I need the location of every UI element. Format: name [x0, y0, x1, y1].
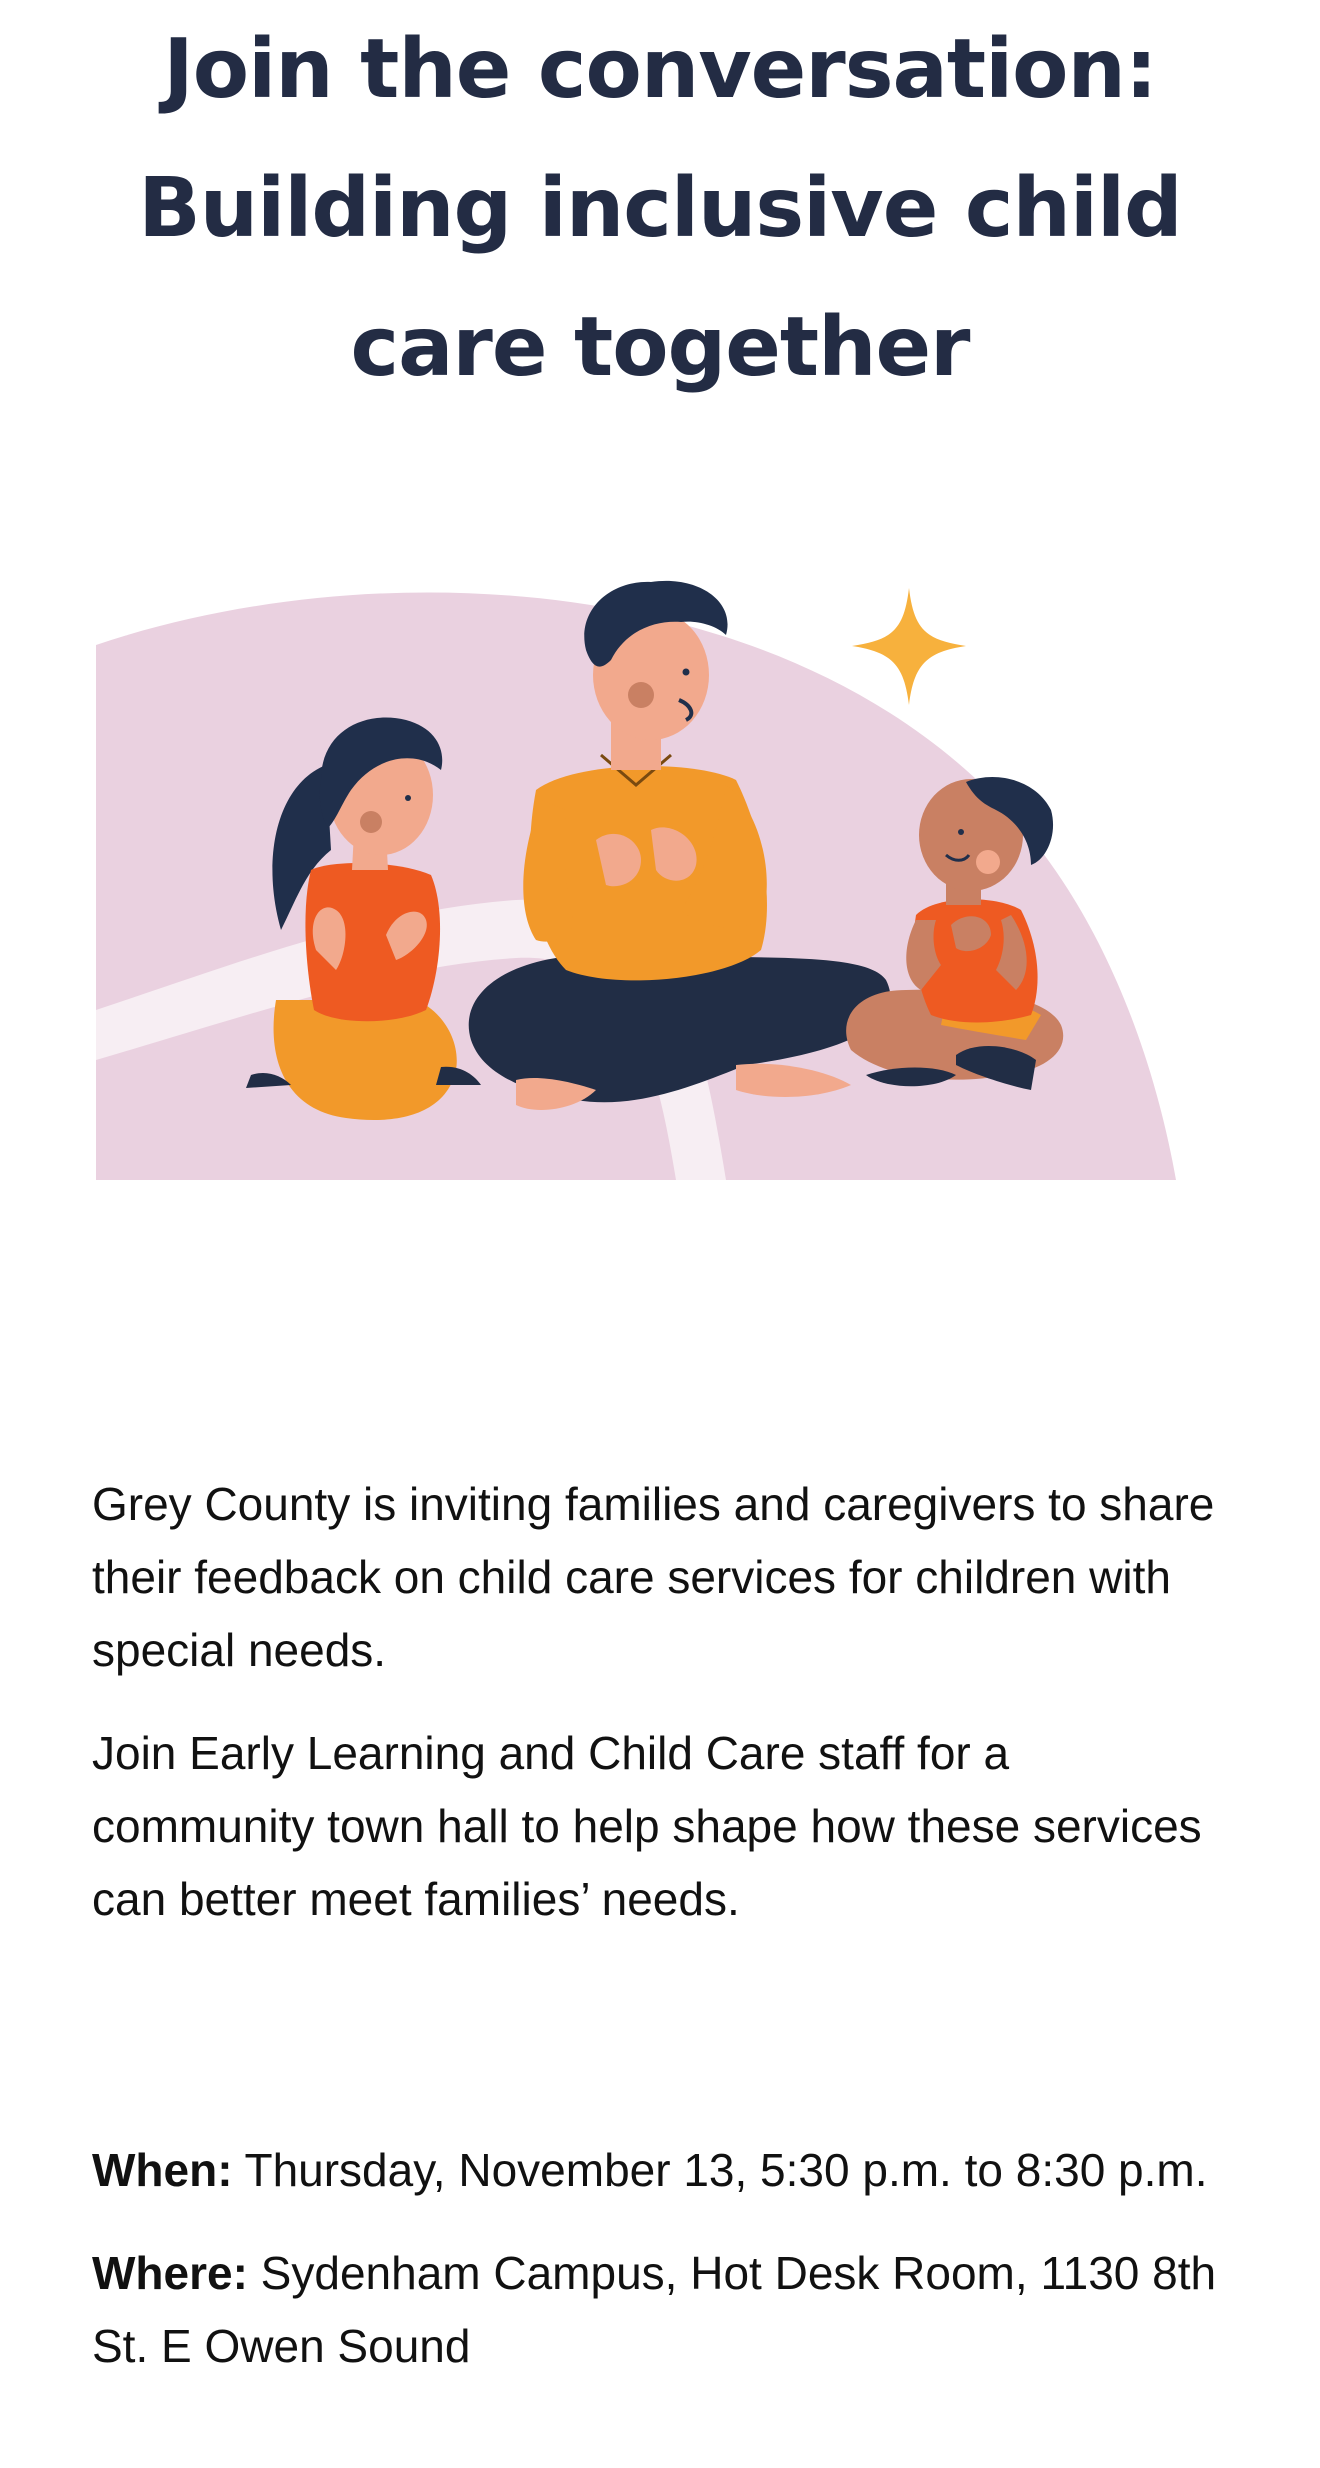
where-value: Sydenham Campus, Hot Desk Room, 1130 8th St. E Owen Sound [92, 2247, 1217, 2372]
intro-section [92, 1468, 1232, 1966]
intro-paragraph: Join Early Learning and Child Care staff for a community town hall to help shape how these services can better meet families’ needs. [92, 1727, 1202, 1925]
where-label: Where: [92, 2247, 248, 2299]
intro-paragraph: Grey County is inviting families and caregivers to share their feedback on child care services for children with special needs. [92, 1478, 1215, 1676]
page-title: Join the conversation: Building inclusive child care together [138, 22, 1182, 395]
event-details [92, 2134, 1242, 2413]
when-label: When: [92, 2144, 233, 2196]
when-value: Thursday, November 13, 5:30 p.m. to 8:30 p.m. [232, 2144, 1208, 2196]
event-when [92, 2134, 1242, 2207]
children-and-caregiver-illustration [96, 570, 1186, 1180]
event-where [92, 2237, 1242, 2383]
sparkle-icon [852, 588, 966, 705]
